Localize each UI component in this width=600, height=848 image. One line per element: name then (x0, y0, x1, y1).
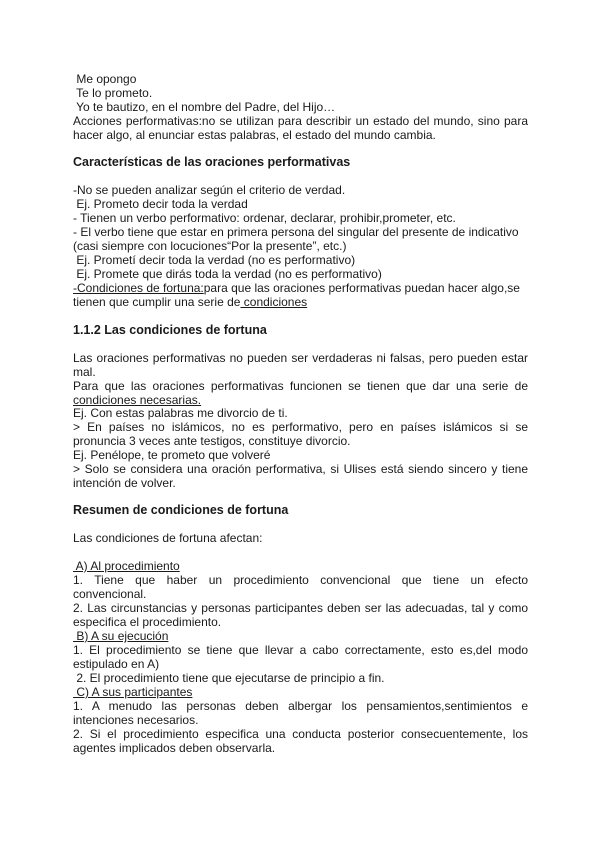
s3-c1-line-2: intenciones necesarios. (73, 713, 199, 727)
s3-a-title: A) Al procedimiento (73, 559, 180, 573)
s3-c-title: C) A sus participantes (73, 685, 193, 699)
intro-line-1: Me opongo (73, 72, 137, 86)
intro-line-2: Te lo prometo. (73, 86, 153, 100)
s1-line-1: -No se pueden analizar según el criterio de verdad. (73, 183, 346, 197)
s2-line-10: intención de volver. (73, 476, 176, 490)
s1-line-8 (73, 281, 528, 295)
s1-line-7: Ej. Promete que dirás toda la verdad (no es performativo) (73, 267, 382, 281)
s2-line-1: Las oraciones performativas no pueden ser verdaderas ni falsas, pero pueden estar (73, 351, 528, 365)
s3-c2-line-1: 2. Si el procedimiento especifica una conducta posterior consecuentemente, los (73, 727, 528, 741)
s2-line-9: > Solo se considera una oración performativa, si Ulises está siendo sincero y tiene (73, 462, 528, 476)
s2-line-7: pronuncia 3 veces ante testigos, constituye divorcio. (73, 434, 351, 448)
s3-b2: 2. El procedimiento tiene que ejecutarse de principio a fin. (73, 671, 385, 685)
intro-line-4: Acciones performativas:no se utilizan para describir un estado del mundo, sino para (73, 114, 528, 128)
s1-line-2: Ej. Prometo decir toda la verdad (73, 197, 248, 211)
s2-line-2: mal. (73, 365, 96, 379)
s2-line-8: Ej. Penélope, te prometo que volveré (73, 448, 271, 462)
s1-line-6: Ej. Prometí decir toda la verdad (no es performativo) (73, 253, 356, 267)
s3-c1-line-1: 1. A menudo las personas deben albergar los pensamientos,sentimientos e (73, 699, 528, 713)
s3-c2-line-2: agentes implicados deben observarla. (73, 741, 276, 755)
s1-line-8-rest: para que las oraciones performativas puedan hacer algo,se (203, 281, 520, 295)
intro-line-5: hacer algo, al enunciar estas palabras, el estado del mundo cambia. (73, 128, 436, 142)
section-heading-caracteristicas: Características de las oraciones performativas (73, 155, 351, 169)
s3-intro: Las condiciones de fortuna afectan: (73, 531, 263, 545)
s2-line-5: Ej. Con estas palabras me divorcio de ti. (73, 406, 288, 420)
s1-line-4: - El verbo tiene que estar en primera persona del singular del presente de indicativo (73, 225, 519, 239)
s3-b1-line-1: 1. El procedimiento se tiene que llevar a cabo correctamente, esto es,del modo (73, 643, 528, 657)
s1-line-9 (73, 295, 528, 309)
section-heading-condiciones: 1.1.2 Las condiciones de fortuna (73, 323, 267, 337)
intro-line-3: Yo te bautizo, en el nombre del Padre, del Hijo… (73, 100, 336, 114)
s3-a2-line-2: especifica el procedimiento. (73, 615, 222, 629)
section-heading-resumen: Resumen de condiciones de fortuna (73, 503, 289, 517)
s1-line-9-start: tienen que cumplir una serie de (73, 295, 241, 309)
s3-a1-line-2: convencional. (73, 587, 147, 601)
s1-line-5: (casi siempre con locuciones“Por la presente”, etc.) (73, 239, 347, 253)
s3-b1-line-2: estipulado en A) (73, 657, 160, 671)
s2-line-4: condiciones necesarias. (73, 393, 202, 407)
s2-line-3: Para que las oraciones performativas funcionen se tienen que dar una serie de (73, 379, 528, 393)
condiciones-fortuna-term: -Condiciones de fortuna: (73, 281, 204, 295)
s3-b-title: B) A su ejecución (73, 629, 169, 643)
s3-a1-line-1: 1. Tiene que haber un procedimiento convencional que tiene un efecto (73, 573, 528, 587)
s2-line-6: > En países no islámicos, no es performativo, pero en países islámicos si se (73, 420, 528, 434)
s1-line-3: - Tienen un verbo performativo: ordenar, declarar, prohibir,prometer, etc. (73, 211, 456, 225)
condiciones-term: condiciones (240, 295, 308, 309)
s3-a2-line-1: 2. Las circunstancias y personas participantes deben ser las adecuadas, tal y como (73, 601, 528, 615)
